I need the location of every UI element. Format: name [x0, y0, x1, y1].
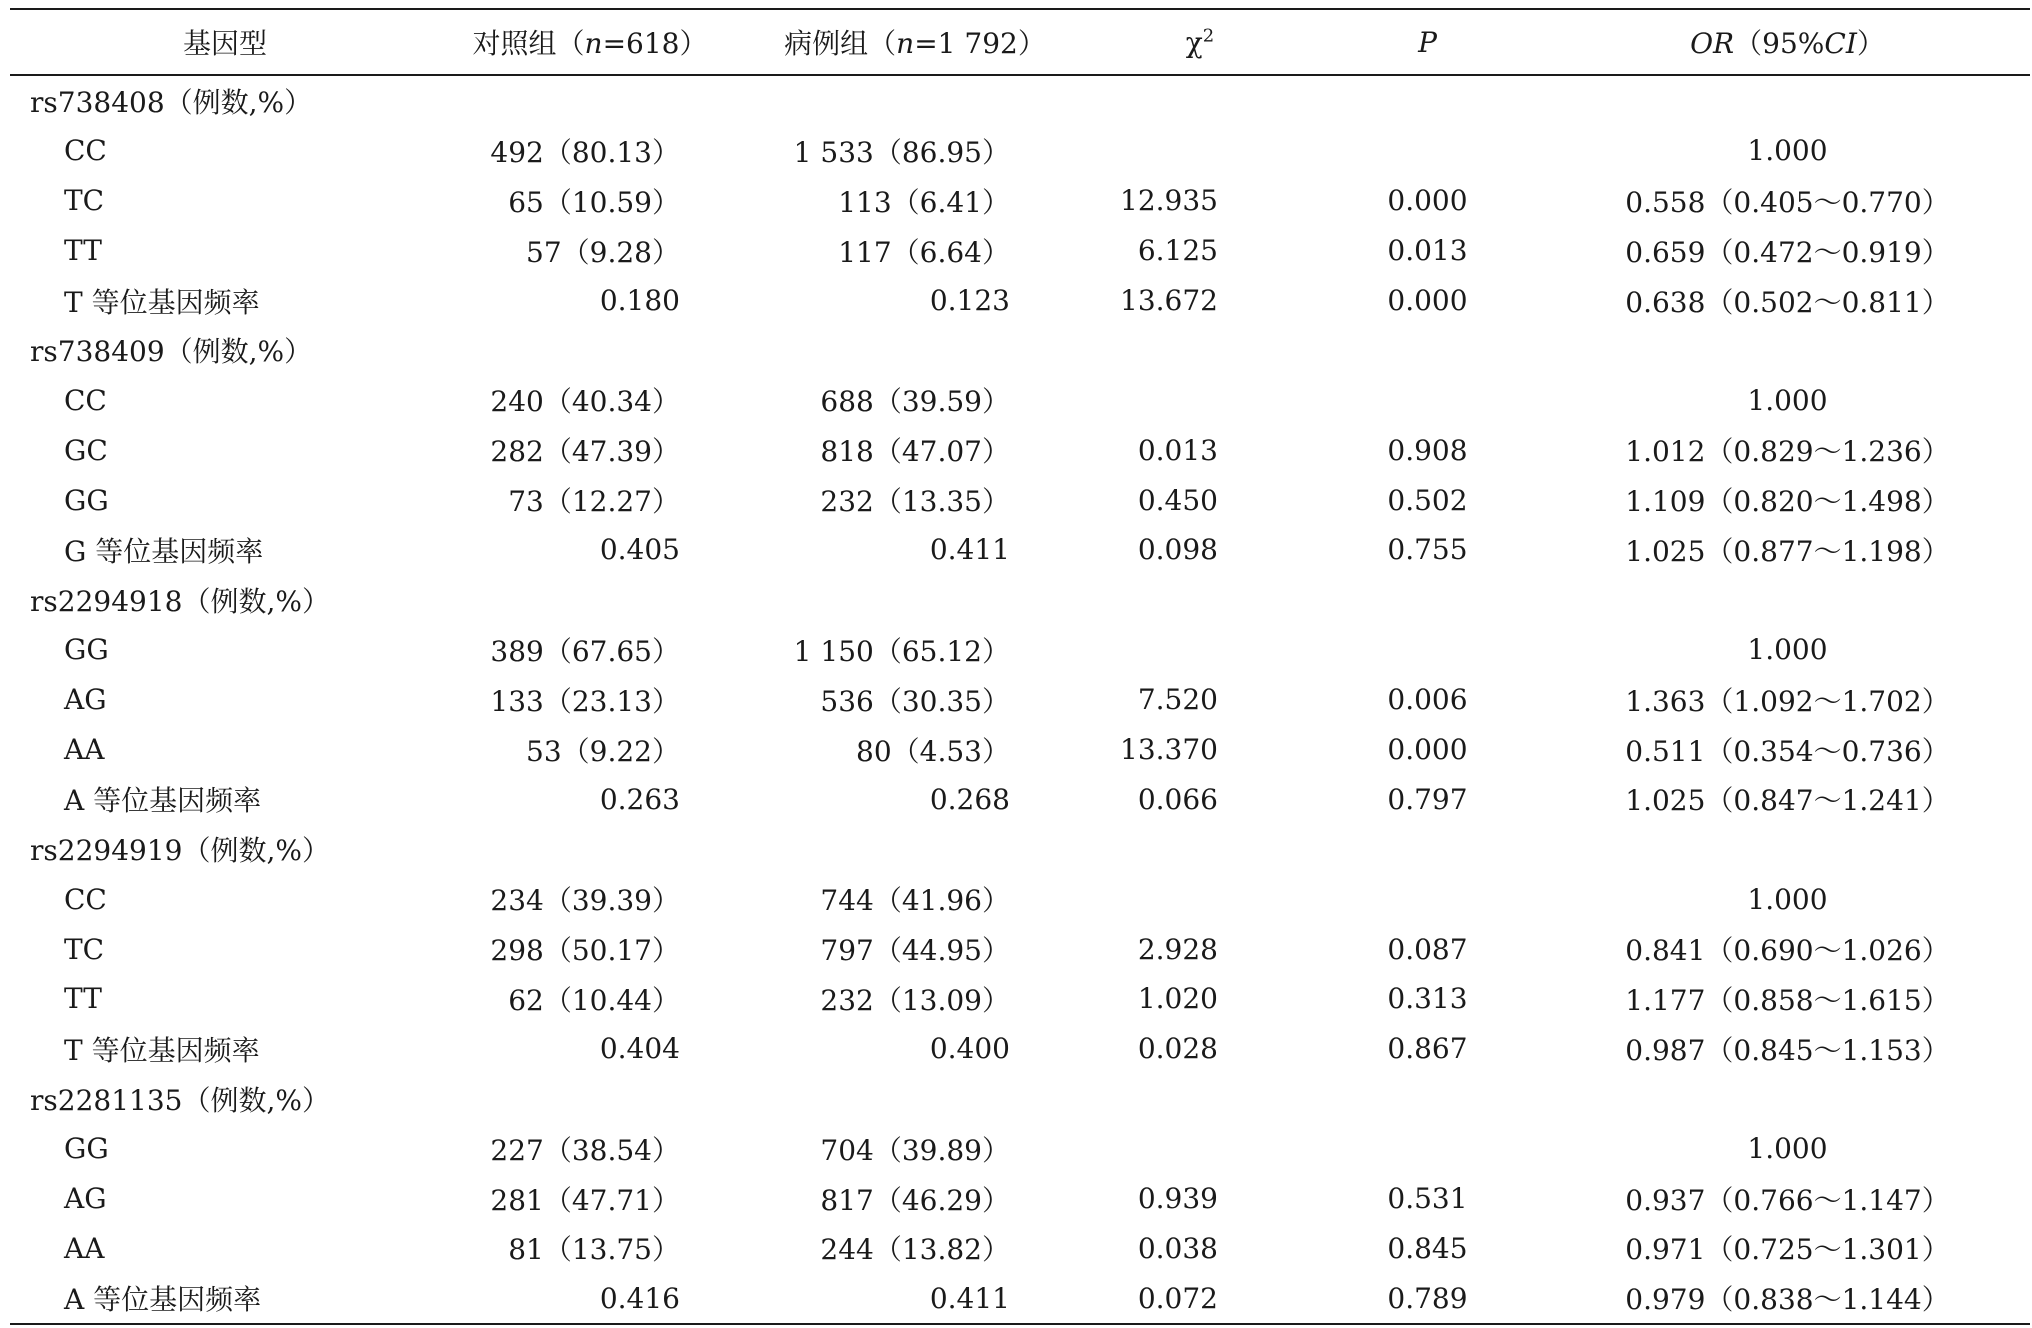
odds-ratio-cell: 1.000 — [1747, 1132, 1828, 1166]
genotype-table — [10, 8, 2030, 1325]
case-cell — [740, 974, 1090, 1024]
case-cell — [740, 126, 1090, 176]
odds-ratio-cell: 0.841（0.690～1.026） — [1625, 934, 1950, 968]
odds-ratio-cell: 1.012（0.829～1.236） — [1625, 435, 1950, 469]
p-value-cell: 0.000 — [1387, 184, 1468, 218]
snp-group-label: rs2294919（例数,%） — [30, 834, 330, 868]
table-row — [10, 675, 2030, 725]
control-value: 73（12.27） — [508, 485, 680, 519]
table-row — [10, 625, 2030, 675]
table-row — [10, 475, 2030, 525]
table-row — [10, 176, 2030, 226]
control-cell — [440, 874, 740, 924]
control-cell — [440, 126, 740, 176]
p-value-cell — [1310, 1124, 1545, 1174]
group-row — [10, 575, 2030, 625]
chi-square-cell — [1090, 525, 1310, 575]
chi-square-value: 0.072 — [1137, 1281, 1218, 1315]
case-cell — [740, 276, 1090, 326]
case-value: 797（44.95） — [820, 934, 1010, 968]
table-body-wrap — [10, 76, 2030, 1323]
genotype-cell: A 等位基因频率 — [64, 784, 262, 818]
control-value: 492（80.13） — [490, 135, 680, 169]
case-cell — [740, 874, 1090, 924]
genotype-cell: CC — [64, 383, 107, 417]
control-value: 389（67.65） — [490, 634, 680, 668]
p-value-cell: 0.313 — [1387, 982, 1468, 1016]
control-cell — [440, 475, 740, 525]
chi-square-cell — [1090, 375, 1310, 425]
odds-ratio-cell: 1.025（0.847～1.241） — [1625, 784, 1950, 818]
genotype-cell: TT — [64, 234, 102, 268]
chi-square-cell — [1090, 1124, 1310, 1174]
p-value-cell: 0.087 — [1387, 932, 1468, 966]
table-row — [10, 1273, 2030, 1323]
table-bottom-rule — [10, 1323, 2030, 1325]
control-value: 0.263 — [599, 782, 680, 816]
case-cell — [740, 1024, 1090, 1074]
case-value: 80（4.53） — [856, 734, 1010, 768]
table-body — [10, 76, 2030, 1323]
case-value: 117（6.64） — [838, 235, 1010, 269]
chi-square-value: 0.038 — [1137, 1231, 1218, 1265]
table-row — [10, 1124, 2030, 1174]
odds-ratio-cell: 0.558（0.405～0.770） — [1625, 185, 1950, 219]
case-value: 817（46.29） — [820, 1183, 1010, 1217]
control-value: 234（39.39） — [490, 884, 680, 918]
table-row — [10, 725, 2030, 775]
p-value-cell: 0.867 — [1387, 1032, 1468, 1066]
chi-square-cell — [1090, 425, 1310, 475]
header-p: P — [1418, 25, 1437, 59]
control-value: 53（9.22） — [526, 734, 680, 768]
control-cell — [440, 176, 740, 226]
odds-ratio-cell: 1.000 — [1747, 134, 1828, 168]
control-value: 227（38.54） — [490, 1133, 680, 1167]
genotype-cell: T 等位基因频率 — [64, 285, 260, 319]
case-cell — [740, 924, 1090, 974]
case-value: 704（39.89） — [820, 1133, 1010, 1167]
chi-square-value: 0.028 — [1137, 1032, 1218, 1066]
case-value: 232（13.35） — [820, 485, 1010, 519]
control-value: 281（47.71） — [490, 1183, 680, 1217]
chi-square-cell — [1090, 974, 1310, 1024]
case-value: 113（6.41） — [838, 185, 1010, 219]
odds-ratio-cell: 1.363（1.092～1.702） — [1625, 684, 1950, 718]
case-cell — [740, 675, 1090, 725]
group-row — [10, 824, 2030, 874]
group-row — [10, 1074, 2030, 1124]
control-cell — [440, 1174, 740, 1224]
odds-ratio-cell: 0.971（0.725～1.301） — [1625, 1233, 1950, 1267]
odds-ratio-cell: 1.025（0.877～1.198） — [1625, 534, 1950, 568]
case-cell — [740, 1223, 1090, 1273]
chi-square-cell — [1090, 1273, 1310, 1323]
chi-square-value: 0.939 — [1137, 1182, 1218, 1216]
table-row — [10, 126, 2030, 176]
chi-square-cell — [1090, 475, 1310, 525]
chi-square-value: 7.520 — [1137, 683, 1218, 717]
chi-square-cell — [1090, 126, 1310, 176]
chi-square-value: 0.066 — [1137, 782, 1218, 816]
case-value: 1 150（65.12） — [793, 634, 1010, 668]
chi-square-cell — [1090, 924, 1310, 974]
control-cell — [440, 375, 740, 425]
genotype-cell: AG — [64, 1182, 107, 1216]
table-row — [10, 425, 2030, 475]
table-row — [10, 874, 2030, 924]
case-cell — [740, 725, 1090, 775]
table-row — [10, 525, 2030, 575]
p-value-cell: 0.000 — [1387, 284, 1468, 317]
chi-square-value: 0.098 — [1137, 533, 1218, 567]
genotype-cell: CC — [64, 882, 107, 916]
genotype-cell: TT — [64, 982, 102, 1016]
table — [10, 10, 2030, 74]
case-value: 0.400 — [929, 1032, 1010, 1066]
control-cell — [440, 425, 740, 475]
control-value: 0.405 — [599, 533, 680, 567]
genotype-cell: GC — [64, 433, 108, 467]
genotype-cell: G 等位基因频率 — [64, 534, 264, 568]
genotype-cell: A 等位基因频率 — [64, 1283, 262, 1317]
control-cell — [440, 1273, 740, 1323]
control-cell — [440, 675, 740, 725]
control-cell — [440, 625, 740, 675]
case-cell — [740, 226, 1090, 276]
control-value: 0.416 — [599, 1281, 680, 1315]
table-row — [10, 1174, 2030, 1224]
chi-square-value: 0.013 — [1137, 433, 1218, 467]
p-value-cell: 0.006 — [1387, 683, 1468, 717]
p-value-cell: 0.755 — [1387, 533, 1468, 567]
control-cell — [440, 725, 740, 775]
p-value-cell: 0.000 — [1387, 733, 1468, 767]
snp-group-label: rs738408（例数,%） — [30, 85, 313, 119]
group-row — [10, 325, 2030, 375]
p-value-cell: 0.531 — [1387, 1182, 1468, 1216]
case-cell — [740, 1174, 1090, 1224]
chi-square-cell — [1090, 725, 1310, 775]
header-row — [10, 10, 2030, 74]
odds-ratio-cell: 1.000 — [1747, 633, 1828, 667]
odds-ratio-cell: 0.511（0.354～0.736） — [1625, 734, 1950, 768]
table-row — [10, 276, 2030, 326]
p-value-cell — [1310, 874, 1545, 924]
case-cell — [740, 375, 1090, 425]
p-value-cell — [1310, 375, 1545, 425]
control-cell — [440, 1024, 740, 1074]
snp-group-label: rs738409（例数,%） — [30, 335, 313, 369]
case-value: 0.123 — [929, 284, 1010, 317]
case-value: 0.411 — [929, 533, 1010, 567]
chi-square-cell — [1090, 1174, 1310, 1224]
case-value: 244（13.82） — [820, 1233, 1010, 1267]
genotype-cell: GG — [64, 633, 109, 667]
table-row — [10, 1024, 2030, 1074]
chi-square-cell — [1090, 1223, 1310, 1273]
odds-ratio-cell: 0.937（0.766～1.147） — [1625, 1183, 1950, 1217]
case-cell — [740, 425, 1090, 475]
chi-square-cell — [1090, 675, 1310, 725]
genotype-cell: CC — [64, 134, 107, 168]
chi-square-cell — [1090, 874, 1310, 924]
header-or: OR（95%CI） — [1690, 27, 1885, 60]
control-cell — [440, 924, 740, 974]
genotype-cell: TC — [64, 184, 105, 218]
p-value-cell: 0.908 — [1387, 433, 1468, 467]
control-value: 133（23.13） — [490, 684, 680, 718]
control-cell — [440, 276, 740, 326]
control-value: 0.404 — [599, 1032, 680, 1066]
control-cell — [440, 1223, 740, 1273]
chi-square-cell — [1090, 276, 1310, 326]
table-row — [10, 375, 2030, 425]
chi-square-cell — [1090, 1024, 1310, 1074]
genotype-cell: AG — [64, 683, 107, 717]
chi-square-value: 6.125 — [1137, 234, 1218, 268]
case-cell — [740, 475, 1090, 525]
control-value: 0.180 — [599, 284, 680, 317]
case-cell — [740, 625, 1090, 675]
p-value-cell: 0.013 — [1387, 234, 1468, 268]
chi-square-cell — [1090, 176, 1310, 226]
p-value-cell: 0.789 — [1387, 1281, 1468, 1315]
table-row — [10, 226, 2030, 276]
control-cell — [440, 1124, 740, 1174]
control-value: 81（13.75） — [508, 1233, 680, 1267]
genotype-cell: GG — [64, 483, 109, 517]
odds-ratio-cell: 1.000 — [1747, 882, 1828, 916]
table-row — [10, 774, 2030, 824]
chi-square-value: 0.450 — [1137, 483, 1218, 517]
genotype-cell: AA — [64, 1231, 105, 1265]
case-value: 232（13.09） — [820, 983, 1010, 1017]
chi-square-value: 13.370 — [1120, 733, 1218, 767]
header-genotype: 基因型 — [182, 27, 267, 60]
table-row — [10, 1223, 2030, 1273]
chi-square-cell — [1090, 625, 1310, 675]
control-cell — [440, 974, 740, 1024]
snp-group-label: rs2294918（例数,%） — [30, 584, 330, 618]
genotype-cell: GG — [64, 1132, 109, 1166]
control-value: 57（9.28） — [526, 235, 680, 269]
chi-square-value: 12.935 — [1120, 184, 1218, 218]
odds-ratio-cell: 1.000 — [1747, 383, 1828, 417]
table-row — [10, 924, 2030, 974]
case-value: 536（30.35） — [820, 684, 1010, 718]
case-cell — [740, 774, 1090, 824]
odds-ratio-cell: 0.979（0.838～1.144） — [1625, 1283, 1950, 1317]
control-cell — [440, 774, 740, 824]
genotype-cell: AA — [64, 733, 105, 767]
case-value: 1 533（86.95） — [793, 135, 1010, 169]
control-cell — [440, 525, 740, 575]
table-row — [10, 974, 2030, 1024]
header-control: 对照组（n=618） — [472, 27, 708, 60]
odds-ratio-cell: 0.638（0.502～0.811） — [1625, 285, 1950, 319]
case-value: 0.411 — [929, 1281, 1010, 1315]
group-row — [10, 76, 2030, 126]
chi-square-value: 1.020 — [1137, 982, 1218, 1016]
control-value: 240（40.34） — [490, 385, 680, 419]
case-value: 0.268 — [929, 782, 1010, 816]
odds-ratio-cell: 0.987（0.845～1.153） — [1625, 1033, 1950, 1067]
case-cell — [740, 176, 1090, 226]
case-cell — [740, 1124, 1090, 1174]
p-value-cell: 0.845 — [1387, 1231, 1468, 1265]
case-value: 818（47.07） — [820, 435, 1010, 469]
genotype-cell: T 等位基因频率 — [64, 1033, 260, 1067]
control-value: 65（10.59） — [508, 185, 680, 219]
odds-ratio-cell: 0.659（0.472～0.919） — [1625, 235, 1950, 269]
genotype-cell: TC — [64, 932, 105, 966]
chi-square-value: 13.672 — [1120, 284, 1218, 317]
chi-square-value: 2.928 — [1137, 932, 1218, 966]
chi-square-cell — [1090, 226, 1310, 276]
control-value: 62（10.44） — [508, 983, 680, 1017]
control-value: 282（47.39） — [490, 435, 680, 469]
case-value: 688（39.59） — [820, 385, 1010, 419]
chi-square-cell — [1090, 774, 1310, 824]
case-cell — [740, 1273, 1090, 1323]
table-header — [10, 10, 2030, 74]
odds-ratio-cell: 1.109（0.820～1.498） — [1625, 485, 1950, 519]
case-cell — [740, 525, 1090, 575]
p-value-cell — [1310, 126, 1545, 176]
control-value: 298（50.17） — [490, 934, 680, 968]
p-value-cell: 0.797 — [1387, 782, 1468, 816]
p-value-cell: 0.502 — [1387, 483, 1468, 517]
control-cell — [440, 226, 740, 276]
p-value-cell — [1310, 625, 1545, 675]
snp-group-label: rs2281135（例数,%） — [30, 1083, 330, 1117]
case-value: 744（41.96） — [820, 884, 1010, 918]
odds-ratio-cell: 1.177（0.858～1.615） — [1625, 983, 1950, 1017]
header-case: 病例组（n=1 792） — [784, 27, 1046, 60]
header-chi-square: $\chi^2$ — [1185, 25, 1215, 59]
